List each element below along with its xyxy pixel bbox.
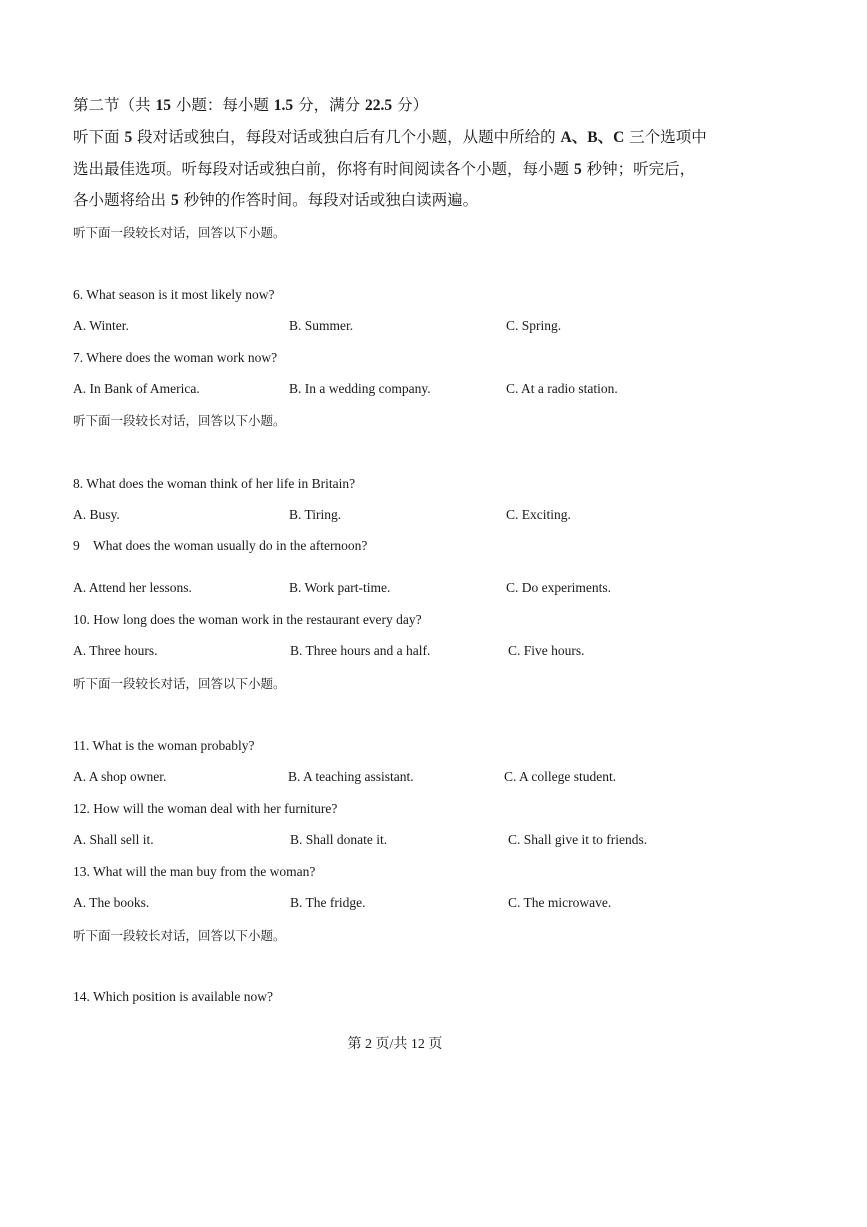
question-10: 10. How long does the woman work in the restaurant every day? — [73, 612, 422, 627]
intro-line-2: 选出最佳选项。听每段对话或独白前，你将有时间阅读各个小题，每小题 5 秒钟；听完后， — [73, 160, 696, 178]
question-12: 12. How will the woman deal with her furniture? — [73, 801, 338, 816]
option-10a: A. Three hours. — [73, 643, 158, 658]
option-12c: C. Shall give it to friends. — [508, 832, 648, 847]
option-13a: A. The books. — [73, 895, 150, 910]
option-8b: B. Tiring. — [289, 507, 342, 522]
option-9b: B. Work part-time. — [289, 580, 391, 595]
dialogue-instruction: 听下面一段较长对话，回答以下小题。 — [73, 928, 286, 943]
option-11c: C. A college student. — [504, 769, 617, 784]
question-8: 8. What does the woman think of her life in Britain? — [73, 476, 356, 491]
dialogue-instruction: 听下面一段较长对话，回答以下小题。 — [73, 676, 286, 691]
option-6b: B. Summer. — [289, 318, 354, 333]
question-13: 13. What will the man buy from the woman? — [73, 864, 316, 879]
option-10c: C. Five hours. — [508, 643, 585, 658]
intro-line-3: 各小题将给出 5 秒钟的作答时间。每段对话或独白读两遍。 — [73, 191, 479, 209]
dialogue-instruction: 听下面一段较长对话，回答以下小题。 — [73, 413, 286, 428]
question-6: 6. What season is it most likely now? — [73, 287, 275, 302]
option-7b: B. In a wedding company. — [289, 381, 431, 396]
option-8a: A. Busy. — [73, 507, 120, 522]
question-9: 9 What does the woman usually do in the afternoon? — [73, 538, 368, 553]
question-7: 7. Where does the woman work now? — [73, 350, 278, 365]
question-14: 14. Which position is available now? — [73, 989, 273, 1004]
option-13b: B. The fridge. — [290, 895, 366, 910]
dialogue-instruction: 听下面一段较长对话，回答以下小题。 — [73, 225, 286, 240]
option-6c: C. Spring. — [506, 318, 562, 333]
option-8c: C. Exciting. — [506, 507, 571, 522]
question-11: 11. What is the woman probably? — [73, 738, 255, 753]
page-footer: 第 2 页/共 12 页 — [347, 1037, 443, 1052]
option-13c: C. The microwave. — [508, 895, 612, 910]
option-7a: A. In Bank of America. — [73, 381, 200, 396]
option-12b: B. Shall donate it. — [290, 832, 388, 847]
option-9c: C. Do experiments. — [506, 580, 611, 595]
option-11a: A. A shop owner. — [73, 769, 167, 784]
option-7c: C. At a radio station. — [506, 381, 618, 396]
section-heading: 第二节（共 15 小题：每小题 1.5 分，满分 22.5 分） — [73, 96, 429, 114]
option-11b: B. A teaching assistant. — [288, 769, 414, 784]
option-6a: A. Winter. — [73, 318, 129, 333]
intro-line-1: 听下面 5 段对话或独白，每段对话或独白后有几个小题，从题中所给的 A、B、C 三个选项中 — [73, 128, 707, 146]
option-10b: B. Three hours and a half. — [290, 643, 431, 658]
option-9a: A. Attend her lessons. — [73, 580, 192, 595]
option-12a: A. Shall sell it. — [73, 832, 154, 847]
